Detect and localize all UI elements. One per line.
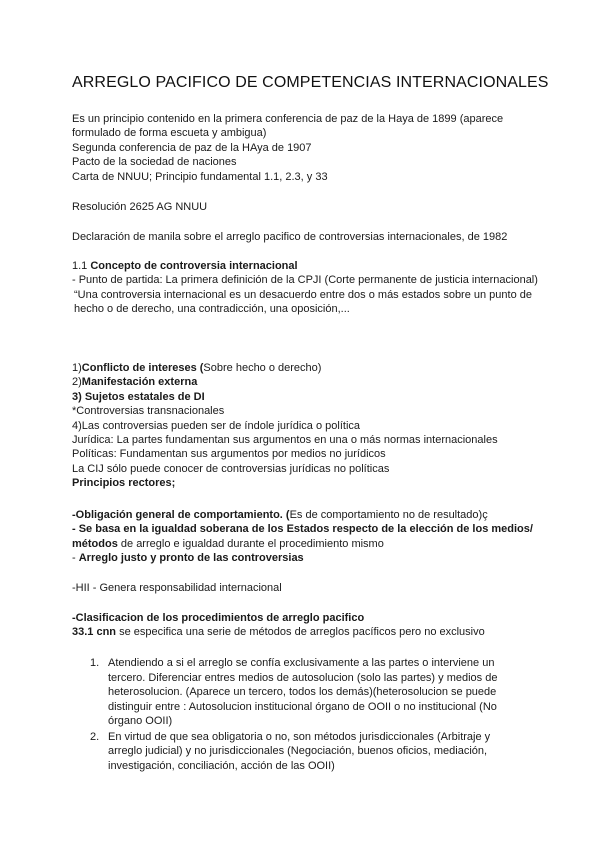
page-title: ARREGLO PACIFICO DE COMPETENCIAS INTERNACIONALES bbox=[72, 74, 549, 91]
transnational-note: *Controversias transnacionales bbox=[72, 405, 225, 418]
politicas-line: Políticas: Fundamentan sus argumentos por medios no jurídicos bbox=[72, 448, 386, 461]
principle-2: - Se basa en la igualdad soberana de los Estados respecto de la elección de los medios/ métodos de arreglo e igualdad durante el procedimiento mismo bbox=[72, 523, 533, 550]
intro-line: Pacto de la sociedad de naciones bbox=[72, 156, 237, 169]
intro-block bbox=[72, 112, 538, 184]
principle-3: - Arreglo justo y pronto de las controversias bbox=[72, 552, 304, 565]
classification-block bbox=[72, 611, 538, 640]
list-item bbox=[72, 656, 512, 729]
list-item-number: 2. bbox=[90, 730, 100, 743]
element-2: 2)Manifestación externa bbox=[72, 376, 198, 389]
section-concept bbox=[72, 259, 538, 317]
list-item bbox=[72, 730, 512, 774]
principle-1: -Obligación general de comportamiento. (Es de comportamiento no de resultado)ç bbox=[72, 509, 488, 521]
element-4: 4)Las controversias pueden ser de índole jurídica o política bbox=[72, 419, 361, 432]
elements-block bbox=[72, 361, 538, 491]
cij-line: La CIJ sólo puede conocer de controversias jurídicas no políticas bbox=[72, 462, 390, 475]
definition-quote: “Una controversia internacional es un desacuerdo entre dos o más estados sobre un punto de hecho o de derecho, una contradicción, una oposición,... bbox=[74, 288, 533, 316]
juridica-line: Jurídica: La partes fundamentan sus argumentos en una o más normas internacionales bbox=[72, 434, 498, 447]
classification-list bbox=[72, 656, 512, 773]
section-heading: 1.1 Concepto de controversia internacional bbox=[72, 260, 298, 272]
list-item-text: Atendiendo a si el arreglo se confía exclusivamente a las partes o interviene un tercero. Diferenciar entres medios de autosolucion (solo las partes) y medios de heterosolucion. (Aparece un tercero, todos los demás)(heterosolucion se puede distinguir entre : Autosolucion institucional órgano de OOII o no institucional (No órgano OOII) bbox=[108, 657, 498, 727]
classification-ref: 33.1 cnn se especifica una serie de métodos de arreglos pacíficos pero no exclusivo bbox=[72, 626, 485, 639]
classification-heading: -Clasificacion de los procedimientos de arreglo pacifico bbox=[72, 612, 365, 624]
section-line: - Punto de partida: La primera definición de la CPJI (Corte permanente de justicia internacional) bbox=[72, 274, 538, 287]
declaration-line: Declaración de manila sobre el arreglo pacifico de controversias internacionales, de 1982 bbox=[72, 231, 508, 243]
element-3: 3) Sujetos estatales de DI bbox=[72, 390, 205, 403]
principles-heading: Principios rectores; bbox=[72, 477, 176, 490]
resolution-line: Resolución 2625 AG NNUU bbox=[72, 201, 208, 213]
element-1: 1)Conflicto de intereses (Sobre hecho o derecho) bbox=[72, 362, 322, 374]
list-item-text: En virtud de que sea obligatoria o no, son métodos jurisdiccionales (Arbitraje y arreglo judicial) y no jurisdiccionales (Negociación, buenos oficios, mediación, investigación, conciliación, acción de las OOII) bbox=[108, 730, 491, 772]
hii-line: -HII - Genera responsabilidad internacional bbox=[72, 582, 282, 594]
intro-line: Carta de NNUU; Principio fundamental 1.1, 2.3, y 33 bbox=[72, 170, 328, 183]
principles-block bbox=[72, 508, 538, 566]
list-item-number: 1. bbox=[90, 657, 100, 669]
intro-line: Es un principio contenido en la primera conferencia de paz de la Haya de 1899 (aparece formulado de forma escueta y ambigua) bbox=[72, 113, 504, 140]
intro-line: Segunda conferencia de paz de la HAya de 1907 bbox=[72, 141, 312, 154]
